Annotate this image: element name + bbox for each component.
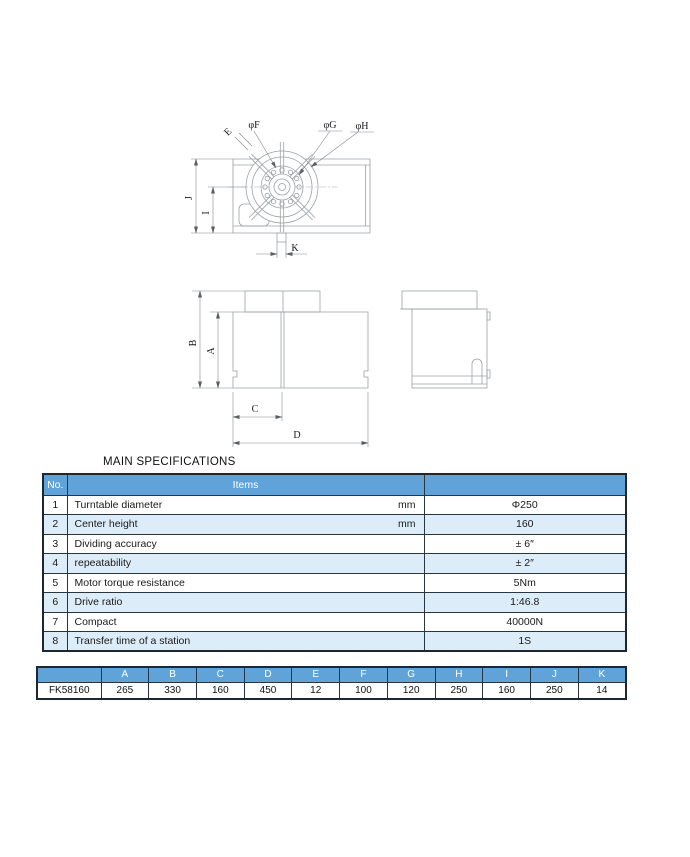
dim-label-C: C [251, 404, 259, 415]
side-view-drawing [185, 275, 380, 450]
spec-item-label: Center height [74, 518, 138, 531]
table-row [43, 612, 626, 632]
side-dimensions [188, 291, 368, 447]
dim-label-A: A [206, 347, 217, 355]
table-row [43, 593, 626, 613]
spec-value: ± 6″ [424, 534, 626, 554]
spec-row-no: 8 [43, 632, 67, 652]
dim-label-phiG: φG [323, 120, 337, 131]
specs-title: MAIN SPECIFICATIONS [103, 456, 236, 468]
dim-label-J: J [184, 196, 195, 200]
front-view-drawing [185, 105, 435, 265]
dim-value: 250 [435, 682, 483, 699]
dim-header-col: F [340, 667, 388, 682]
dim-value: 160 [483, 682, 531, 699]
spec-item-label: Turntable diameter [74, 498, 163, 511]
spec-item-label: Motor torque resistance [74, 576, 185, 589]
spec-item-label: Dividing accuracy [74, 537, 157, 550]
spec-item-label: Transfer time of a station [74, 635, 191, 647]
dim-value: 450 [244, 682, 292, 699]
dim-label-E: E [222, 126, 235, 139]
spec-value: 40000N [424, 612, 626, 632]
spec-value: 1:46.8 [424, 593, 626, 613]
side-body-outline [233, 291, 368, 388]
spec-item-label: Drive ratio [74, 596, 123, 609]
dim-value: 330 [149, 682, 197, 699]
spec-value: 160 [424, 515, 626, 535]
spec-item-label: Compact [74, 615, 117, 628]
spec-row-no: 1 [43, 495, 67, 515]
dim-value: 265 [101, 682, 149, 699]
table-row [43, 515, 626, 535]
dim-header-col: G [387, 667, 435, 682]
dim-header-col: I [483, 667, 531, 682]
specifications-table [42, 473, 627, 652]
spec-item-unit: mm [398, 518, 416, 531]
table-row [37, 682, 626, 699]
dim-value: 120 [387, 682, 435, 699]
spec-item-unit: mm [398, 498, 416, 511]
spec-value: 5Nm [424, 573, 626, 593]
model-number: FK58160 [37, 682, 101, 699]
spec-row-no: 6 [43, 593, 67, 613]
dim-value: 100 [340, 682, 388, 699]
spec-value: ± 2″ [424, 554, 626, 574]
dim-header-col: B [149, 667, 197, 682]
dimensions-table [36, 666, 627, 700]
spec-row-no: 7 [43, 612, 67, 632]
end-view-drawing [395, 283, 495, 393]
dim-label-I: I [201, 211, 212, 215]
dim-header-col: E [292, 667, 340, 682]
dim-value: 250 [530, 682, 578, 699]
spec-header-items: Items [67, 474, 424, 495]
dim-header-col: D [244, 667, 292, 682]
dim-header-col: J [530, 667, 578, 682]
spec-header-value [424, 474, 626, 495]
spec-value: 1S [424, 632, 626, 652]
dim-header-col: C [196, 667, 244, 682]
dim-header-row [37, 667, 626, 682]
table-row [43, 495, 626, 515]
end-body-outline [400, 291, 490, 388]
spec-item-label: repeatability [74, 557, 132, 570]
spec-row-no: 2 [43, 515, 67, 535]
dim-header-col: K [578, 667, 626, 682]
table-row [43, 554, 626, 574]
table-row [43, 534, 626, 554]
spec-row-no: 5 [43, 573, 67, 593]
dim-label-phiF: φF [248, 120, 260, 131]
table-row [43, 632, 626, 652]
dim-label-B: B [188, 339, 199, 347]
dim-header-col: H [435, 667, 483, 682]
dim-header-model [37, 667, 101, 682]
table-row [43, 573, 626, 593]
dim-label-phiH: φH [355, 121, 369, 132]
spec-row-no: 4 [43, 554, 67, 574]
dim-label-D: D [293, 430, 301, 441]
dim-value: 12 [292, 682, 340, 699]
dim-value: 160 [196, 682, 244, 699]
spec-header-row [43, 474, 626, 495]
spec-header-no: No. [43, 474, 67, 495]
spec-value: Φ250 [424, 495, 626, 515]
dim-header-col: A [101, 667, 149, 682]
dim-value: 14 [578, 682, 626, 699]
spec-row-no: 3 [43, 534, 67, 554]
dim-label-K: K [291, 243, 299, 254]
